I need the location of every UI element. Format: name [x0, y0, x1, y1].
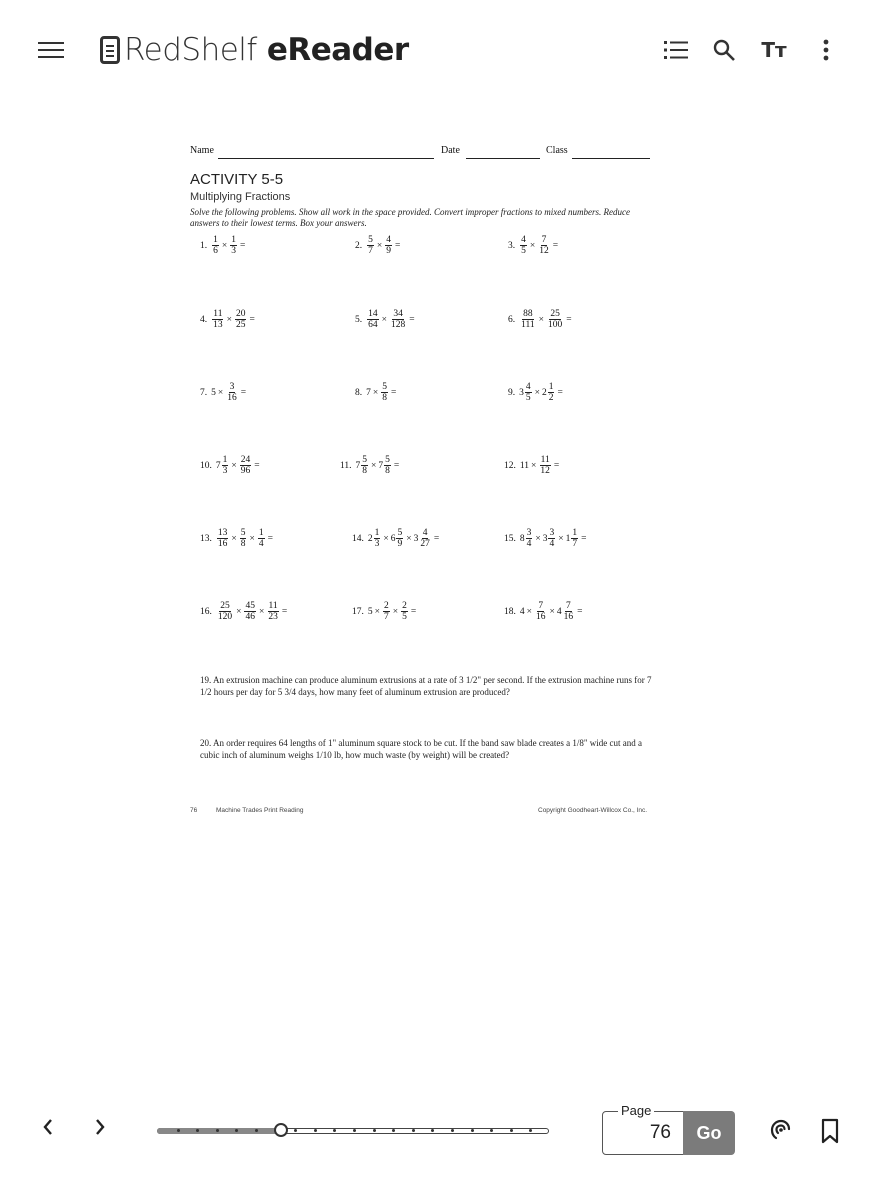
fraction [419, 528, 431, 549]
numerator: 14 [368, 309, 378, 319]
fraction [374, 528, 381, 549]
class-line [572, 158, 650, 159]
problem-6: 6. $\frac{88}{111}$ × $\frac{25}{100}$ = [508, 309, 572, 330]
problem-number: 9. [508, 387, 516, 398]
denominator: 12 [539, 246, 549, 256]
denominator: 5 [402, 612, 407, 622]
numerator: 24 [240, 455, 251, 465]
problem-14: 14. 2 $\frac{1}{3}$ × 6 $\frac{5}{9}$ × 3 $\frac{4}{27}$ = [352, 528, 440, 549]
problem-number: 17. [352, 606, 364, 617]
denominator: 6 [213, 246, 218, 256]
previous-page-button[interactable] [42, 1117, 54, 1142]
denominator: 4 [526, 539, 532, 549]
table-of-contents-icon[interactable] [660, 34, 692, 66]
fraction [212, 235, 219, 256]
denominator: 111 [521, 320, 535, 330]
whole-number: 8 [519, 533, 525, 544]
whole-number: 5 [367, 606, 373, 617]
denominator: 16 [535, 612, 546, 622]
denominator: 8 [382, 393, 387, 403]
denominator: 16 [217, 539, 228, 549]
denominator: 16 [563, 612, 574, 622]
fraction [361, 455, 368, 476]
instructions: Solve the following problems. Show all work in the space provided. Convert improper fractions to mixed numbers. Reduce answers to their lowest terms. Box your answers. [190, 207, 630, 228]
numerator: 1 [213, 235, 218, 245]
chevron-right-icon [94, 1118, 106, 1136]
whole-number: 7 [378, 460, 384, 471]
fraction [267, 601, 279, 622]
problem-number: 5. [355, 314, 363, 325]
denominator: 64 [368, 320, 378, 330]
fraction [381, 382, 388, 403]
problem-3: 3. $\frac{4}{5}$ × $\frac{7}{12}$ = [508, 235, 559, 256]
fraction [547, 309, 563, 330]
problem-16: 16. $\frac{25}{120}$ × $\frac{45}{46}$ × $\frac{11}{23}$ = [200, 601, 288, 622]
denominator: 4 [258, 539, 264, 549]
slider-tick [373, 1129, 376, 1132]
fraction [539, 455, 551, 476]
problem-number: 14. [352, 533, 364, 544]
denominator: 96 [240, 466, 251, 476]
slider-thumb[interactable] [274, 1123, 288, 1137]
problem-12: 12. 11 × $\frac{11}{12}$ = [504, 455, 560, 476]
problem-8: 8. 7 × $\frac{5}{8}$ = [355, 382, 397, 403]
denominator: 5 [521, 246, 526, 256]
problem-1: 1. $\frac{1}{6}$ × $\frac{1}{3}$ = [200, 235, 246, 256]
numerator: 4 [386, 235, 391, 245]
book-icon [100, 36, 120, 64]
fraction [520, 309, 536, 330]
whole-number: 7 [366, 387, 371, 398]
whole-number: 7 [355, 460, 361, 471]
name-label: Name [190, 145, 214, 156]
denominator: 4 [549, 539, 555, 549]
problem-number: 6. [508, 314, 516, 325]
fraction [367, 309, 379, 330]
whole-number: 11 [519, 460, 530, 471]
whole-number: 7 [215, 460, 221, 471]
numerator: 20 [235, 309, 246, 319]
read-aloud-icon[interactable] [767, 1117, 793, 1148]
whole-number: 1 [565, 533, 571, 544]
fraction [383, 601, 390, 622]
denominator: 7 [572, 539, 578, 549]
slider-tick [255, 1129, 258, 1132]
problem-number: 10. [200, 460, 212, 471]
denominator: 25 [235, 320, 246, 330]
date-label: Date [441, 145, 460, 156]
denominator: 12 [540, 466, 550, 476]
denominator: 13 [213, 320, 223, 330]
denominator: 27 [420, 539, 430, 549]
whole-number: 2 [541, 387, 547, 398]
problem-9: 9. 3 $\frac{4}{5}$ × 2 $\frac{1}{2}$ = [508, 382, 563, 403]
numerator: 5 [382, 382, 387, 392]
page-label: Page [618, 1103, 654, 1118]
numerator: 7 [538, 601, 544, 611]
whole-number: 3 [413, 533, 419, 544]
fraction [240, 528, 247, 549]
fraction [222, 455, 229, 476]
whole-number: 5 [211, 387, 216, 398]
problem-18: 18. 4 × $\frac{7}{16}$ × 4 $\frac{7}{16}$ = [504, 601, 583, 622]
problem-number: 13. [200, 533, 212, 544]
numerator: 25 [550, 309, 560, 319]
fraction [217, 601, 233, 622]
footer-book-title: Machine Trades Print Reading [216, 807, 304, 814]
problem-number: 7. [200, 387, 208, 398]
footer-page-number: 76 [190, 807, 198, 814]
fraction [563, 601, 575, 622]
numerator: 11 [213, 309, 223, 319]
slider-tick [177, 1129, 180, 1132]
problem-10: 10. 7 $\frac{1}{3}$ × $\frac{24}{96}$ = [200, 455, 260, 476]
numerator: 7 [541, 235, 547, 245]
slider-tick [353, 1129, 356, 1132]
font-size-glyph: Tт [761, 38, 787, 62]
activity-title: ACTIVITY 5-5 [190, 171, 284, 188]
fraction [385, 235, 392, 256]
fraction [401, 601, 408, 622]
numerator: 2 [402, 601, 407, 611]
numerator: 25 [220, 601, 230, 611]
problem-number: 8. [355, 387, 363, 398]
fraction [535, 601, 547, 622]
slider-tick [451, 1129, 454, 1132]
fraction [390, 309, 406, 330]
font-size-icon[interactable] [758, 34, 790, 66]
denominator: 7 [368, 246, 373, 256]
top-bar [0, 0, 885, 100]
numerator: 1 [572, 528, 578, 538]
numerator: 11 [540, 455, 550, 465]
whole-number: 3 [519, 387, 524, 398]
brand-name: RedShelf [124, 32, 257, 68]
numerator: 1 [231, 235, 236, 245]
denominator: 46 [245, 612, 255, 622]
slider-tick [412, 1129, 415, 1132]
numerator: 34 [393, 309, 403, 319]
fraction [240, 455, 252, 476]
whole-number: 2 [367, 533, 373, 544]
worksheet-header [190, 145, 660, 161]
denominator: 3 [231, 246, 236, 256]
problem-17: 17. 5 × $\frac{2}{7}$ × $\frac{2}{5}$ = [352, 601, 417, 622]
page-number-input[interactable] [603, 1112, 681, 1154]
activity-subtitle: Multiplying Fractions [190, 191, 291, 203]
denominator: 3 [222, 466, 228, 476]
fraction [526, 528, 533, 549]
chevron-left-icon [42, 1118, 54, 1136]
slider-tick [471, 1129, 474, 1132]
bookmark-icon[interactable] [820, 1118, 840, 1149]
numerator: 5 [368, 235, 373, 245]
fraction [525, 382, 532, 403]
denominator: 23 [268, 612, 278, 622]
search-icon[interactable] [708, 34, 740, 66]
slider-tick [510, 1129, 513, 1132]
fraction [520, 235, 527, 256]
problem-4: 4. $\frac{11}{13}$ × $\frac{20}{25}$ = [200, 309, 255, 330]
fraction [226, 382, 238, 403]
numerator: 3 [229, 382, 235, 392]
slider-tick [314, 1129, 317, 1132]
denominator: 2 [548, 393, 554, 403]
fraction [244, 601, 256, 622]
numerator: 4 [521, 235, 526, 245]
problem-2: 2. $\frac{5}{7}$ × $\frac{4}{9}$ = [355, 235, 401, 256]
numerator: 13 [217, 528, 228, 538]
fraction [212, 309, 224, 330]
numerator: 7 [565, 601, 571, 611]
fraction [384, 455, 391, 476]
problem-7: 7. 5 × $\frac{3}{16}$ = [200, 382, 247, 403]
fraction [230, 235, 237, 256]
problem-number: 12. [504, 460, 516, 471]
numerator: 4 [525, 382, 531, 392]
problem-5: 5. $\frac{14}{64}$ × $\frac{34}{128}$ = [355, 309, 415, 330]
denominator: 9 [386, 246, 391, 256]
denominator: 8 [362, 466, 368, 476]
denominator: 3 [374, 539, 380, 549]
denominator: 8 [385, 466, 390, 476]
fraction [548, 382, 555, 403]
footer-copyright: Copyright Goodheart-Willcox Co., Inc. [538, 807, 648, 814]
numerator: 4 [422, 528, 428, 538]
numerator: 3 [549, 528, 555, 538]
denominator: 8 [240, 539, 246, 549]
slider-fill [157, 1128, 281, 1134]
slider-tick [216, 1129, 219, 1132]
numerator: 45 [245, 601, 255, 611]
numerator: 1 [374, 528, 380, 538]
problem-number: 18. [504, 606, 516, 617]
problem-number: 16. [200, 606, 212, 617]
problem-number: 1. [200, 240, 208, 251]
product-name: eReader [266, 32, 409, 68]
problem-number: 15. [504, 533, 516, 544]
fraction [548, 528, 555, 549]
menu-icon[interactable] [38, 40, 64, 60]
fraction [396, 528, 403, 549]
whole-number: 4 [519, 606, 525, 617]
numerator: 1 [222, 455, 228, 465]
denominator: 9 [397, 539, 403, 549]
problem-11: 11. 7 $\frac{5}{8}$ × 7 $\frac{5}{8}$ = [340, 455, 400, 476]
problem-number: 4. [200, 314, 208, 325]
date-line [466, 158, 540, 159]
numerator: 3 [526, 528, 532, 538]
problem-number: 3. [508, 240, 516, 251]
fraction [538, 235, 550, 256]
numerator: 5 [385, 455, 390, 465]
whole-number: 3 [542, 533, 548, 544]
next-page-button[interactable] [94, 1117, 106, 1142]
whole-number: 4 [556, 606, 562, 617]
numerator: 5 [397, 528, 403, 538]
problem-number: 11. [340, 460, 352, 471]
numerator: 5 [362, 455, 368, 465]
fraction [367, 235, 374, 256]
name-line [218, 158, 434, 159]
problem-13: 13. $\frac{13}{16}$ × $\frac{5}{8}$ × $\frac{1}{4}$ = [200, 528, 273, 549]
class-label: Class [546, 145, 568, 156]
numerator: 11 [268, 601, 278, 611]
more-options-icon[interactable] [810, 34, 842, 66]
denominator: 120 [217, 612, 233, 622]
denominator: 100 [548, 320, 563, 330]
word-problem-19: 19. An extrusion machine can produce aluminum extrusions at a rate of 3 1/2" per second. If the extrusion machine runs for 7 1/2 hours per day for 5 3/4 days, how many feet of aluminum extrusion are produced? [200, 675, 652, 697]
page-progress-slider[interactable] [157, 1123, 549, 1139]
fraction [571, 528, 578, 549]
word-problem-20: 20. An order requires 64 lengths of 1" aluminum square stock to be cut. If the band saw blade creates a 1/8" wide cut and a cubic inch of aluminum weighs 1/10 lb, how much waste (by weight) will be created? [200, 738, 642, 760]
numerator: 1 [548, 382, 554, 392]
fraction [258, 528, 265, 549]
fraction [235, 309, 247, 330]
numerator: 88 [523, 309, 533, 319]
numerator: 5 [240, 528, 246, 538]
fraction [217, 528, 229, 549]
app-logo [100, 28, 409, 72]
denominator: 5 [525, 393, 531, 403]
whole-number: 6 [390, 533, 396, 544]
numerator: 2 [383, 601, 389, 611]
problem-15: 15. 8 $\frac{3}{4}$ × 3 $\frac{3}{4}$ × 1 $\frac{1}{7}$ = [504, 528, 587, 549]
denominator: 128 [390, 320, 406, 330]
problem-number: 2. [355, 240, 363, 251]
numerator: 1 [258, 528, 264, 538]
denominator: 7 [383, 612, 389, 622]
denominator: 16 [227, 393, 237, 403]
go-button[interactable]: Go [683, 1111, 735, 1155]
